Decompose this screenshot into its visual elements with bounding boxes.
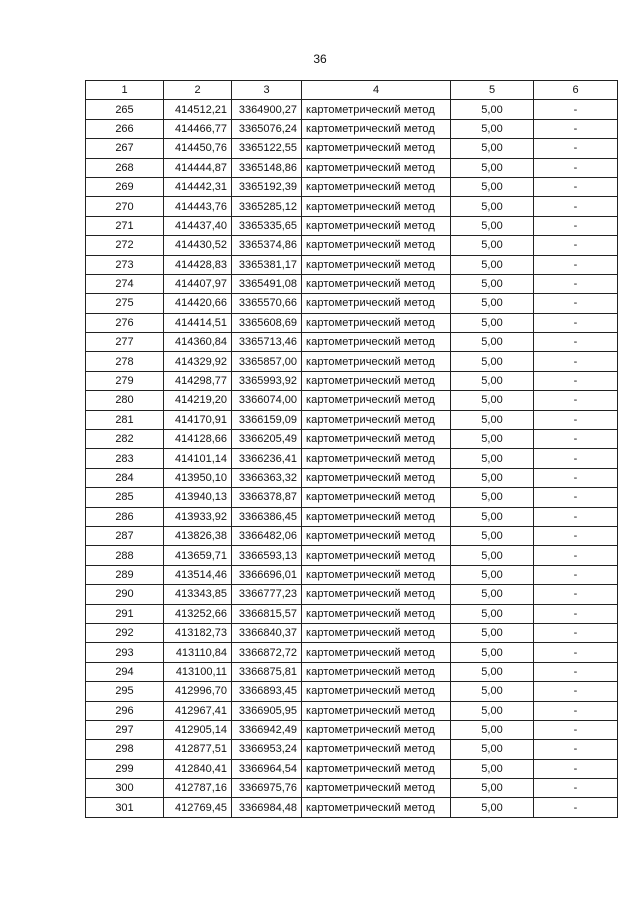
note-cell: -	[534, 119, 618, 138]
note-cell: -	[534, 449, 618, 468]
table-body	[86, 100, 618, 817]
point-number-cell: 292	[86, 623, 164, 642]
accuracy-cell: 5,00	[451, 352, 534, 371]
accuracy-cell: 5,00	[451, 468, 534, 487]
table-row	[86, 779, 618, 798]
y-coordinate-cell: 3366953,24	[232, 740, 302, 759]
table-row	[86, 430, 618, 449]
column-header-5: 5	[451, 81, 534, 100]
y-coordinate-cell: 3365381,17	[232, 255, 302, 274]
table-row	[86, 701, 618, 720]
x-coordinate-cell: 413100,11	[164, 662, 232, 681]
table-row	[86, 488, 618, 507]
y-coordinate-cell: 3365148,86	[232, 158, 302, 177]
method-cell: картометрический метод	[302, 119, 451, 138]
table-row	[86, 371, 618, 390]
y-coordinate-cell: 3365122,55	[232, 139, 302, 158]
column-header-3: 3	[232, 81, 302, 100]
y-coordinate-cell: 3366905,95	[232, 701, 302, 720]
y-coordinate-cell: 3366159,09	[232, 410, 302, 429]
accuracy-cell: 5,00	[451, 313, 534, 332]
y-coordinate-cell: 3366205,49	[232, 430, 302, 449]
accuracy-cell: 5,00	[451, 623, 534, 642]
method-cell: картометрический метод	[302, 662, 451, 681]
accuracy-cell: 5,00	[451, 759, 534, 778]
x-coordinate-cell: 414128,66	[164, 430, 232, 449]
table-row	[86, 546, 618, 565]
accuracy-cell: 5,00	[451, 526, 534, 545]
x-coordinate-cell: 414170,91	[164, 410, 232, 429]
page-number: 36	[313, 52, 327, 66]
method-cell: картометрический метод	[302, 682, 451, 701]
y-coordinate-cell: 3366872,72	[232, 643, 302, 662]
point-number-cell: 298	[86, 740, 164, 759]
note-cell: -	[534, 216, 618, 235]
method-cell: картометрический метод	[302, 720, 451, 739]
accuracy-cell: 5,00	[451, 100, 534, 119]
x-coordinate-cell: 414420,66	[164, 294, 232, 313]
method-cell: картометрический метод	[302, 371, 451, 390]
y-coordinate-cell: 3365491,08	[232, 274, 302, 293]
accuracy-cell: 5,00	[451, 682, 534, 701]
x-coordinate-cell: 412905,14	[164, 720, 232, 739]
column-header-2: 2	[164, 81, 232, 100]
point-number-cell: 288	[86, 546, 164, 565]
point-number-cell: 267	[86, 139, 164, 158]
y-coordinate-cell: 3365192,39	[232, 177, 302, 196]
point-number-cell: 273	[86, 255, 164, 274]
method-cell: картометрический метод	[302, 526, 451, 545]
method-cell: картометрический метод	[302, 139, 451, 158]
y-coordinate-cell: 3365285,12	[232, 197, 302, 216]
point-number-cell: 297	[86, 720, 164, 739]
table-row	[86, 507, 618, 526]
method-cell: картометрический метод	[302, 701, 451, 720]
column-header-4: 4	[302, 81, 451, 100]
point-number-cell: 266	[86, 119, 164, 138]
method-cell: картометрический метод	[302, 604, 451, 623]
x-coordinate-cell: 414437,40	[164, 216, 232, 235]
table-row	[86, 526, 618, 545]
header-row	[86, 81, 618, 100]
accuracy-cell: 5,00	[451, 449, 534, 468]
accuracy-cell: 5,00	[451, 643, 534, 662]
method-cell: картометрический метод	[302, 333, 451, 352]
note-cell: -	[534, 740, 618, 759]
x-coordinate-cell: 412840,41	[164, 759, 232, 778]
accuracy-cell: 5,00	[451, 119, 534, 138]
note-cell: -	[534, 236, 618, 255]
y-coordinate-cell: 3365374,86	[232, 236, 302, 255]
note-cell: -	[534, 430, 618, 449]
table-row	[86, 352, 618, 371]
x-coordinate-cell: 414414,51	[164, 313, 232, 332]
point-number-cell: 299	[86, 759, 164, 778]
table-row	[86, 100, 618, 119]
method-cell: картометрический метод	[302, 294, 451, 313]
note-cell: -	[534, 313, 618, 332]
y-coordinate-cell: 3366942,49	[232, 720, 302, 739]
note-cell: -	[534, 100, 618, 119]
accuracy-cell: 5,00	[451, 294, 534, 313]
table-row	[86, 119, 618, 138]
method-cell: картометрический метод	[302, 488, 451, 507]
x-coordinate-cell: 413826,38	[164, 526, 232, 545]
point-number-cell: 284	[86, 468, 164, 487]
x-coordinate-cell: 413950,10	[164, 468, 232, 487]
accuracy-cell: 5,00	[451, 255, 534, 274]
point-number-cell: 268	[86, 158, 164, 177]
point-number-cell: 289	[86, 565, 164, 584]
method-cell: картометрический метод	[302, 585, 451, 604]
accuracy-cell: 5,00	[451, 779, 534, 798]
accuracy-cell: 5,00	[451, 371, 534, 390]
x-coordinate-cell: 412769,45	[164, 798, 232, 817]
note-cell: -	[534, 391, 618, 410]
note-cell: -	[534, 526, 618, 545]
x-coordinate-cell: 413940,13	[164, 488, 232, 507]
point-number-cell: 275	[86, 294, 164, 313]
note-cell: -	[534, 333, 618, 352]
note-cell: -	[534, 371, 618, 390]
x-coordinate-cell: 413514,46	[164, 565, 232, 584]
x-coordinate-cell: 414360,84	[164, 333, 232, 352]
point-number-cell: 296	[86, 701, 164, 720]
y-coordinate-cell: 3365993,92	[232, 371, 302, 390]
coordinates-table	[85, 80, 618, 818]
table-row	[86, 139, 618, 158]
accuracy-cell: 5,00	[451, 216, 534, 235]
y-coordinate-cell: 3365713,46	[232, 333, 302, 352]
point-number-cell: 283	[86, 449, 164, 468]
x-coordinate-cell: 414442,31	[164, 177, 232, 196]
y-coordinate-cell: 3366875,81	[232, 662, 302, 681]
point-number-cell: 280	[86, 391, 164, 410]
note-cell: -	[534, 546, 618, 565]
point-number-cell: 301	[86, 798, 164, 817]
y-coordinate-cell: 3366386,45	[232, 507, 302, 526]
note-cell: -	[534, 274, 618, 293]
point-number-cell: 277	[86, 333, 164, 352]
note-cell: -	[534, 294, 618, 313]
x-coordinate-cell: 413110,84	[164, 643, 232, 662]
method-cell: картометрический метод	[302, 546, 451, 565]
point-number-cell: 291	[86, 604, 164, 623]
method-cell: картометрический метод	[302, 100, 451, 119]
note-cell: -	[534, 197, 618, 216]
method-cell: картометрический метод	[302, 507, 451, 526]
method-cell: картометрический метод	[302, 430, 451, 449]
y-coordinate-cell: 3365335,65	[232, 216, 302, 235]
point-number-cell: 287	[86, 526, 164, 545]
table-row	[86, 158, 618, 177]
accuracy-cell: 5,00	[451, 546, 534, 565]
accuracy-cell: 5,00	[451, 740, 534, 759]
x-coordinate-cell: 413659,71	[164, 546, 232, 565]
y-coordinate-cell: 3366964,54	[232, 759, 302, 778]
point-number-cell: 281	[86, 410, 164, 429]
y-coordinate-cell: 3366815,57	[232, 604, 302, 623]
method-cell: картометрический метод	[302, 274, 451, 293]
table-row	[86, 313, 618, 332]
accuracy-cell: 5,00	[451, 798, 534, 817]
y-coordinate-cell: 3365076,24	[232, 119, 302, 138]
point-number-cell: 274	[86, 274, 164, 293]
x-coordinate-cell: 412967,41	[164, 701, 232, 720]
point-number-cell: 265	[86, 100, 164, 119]
note-cell: -	[534, 565, 618, 584]
accuracy-cell: 5,00	[451, 701, 534, 720]
x-coordinate-cell: 414430,52	[164, 236, 232, 255]
method-cell: картометрический метод	[302, 623, 451, 642]
note-cell: -	[534, 158, 618, 177]
y-coordinate-cell: 3366696,01	[232, 565, 302, 584]
method-cell: картометрический метод	[302, 236, 451, 255]
accuracy-cell: 5,00	[451, 177, 534, 196]
y-coordinate-cell: 3366363,32	[232, 468, 302, 487]
method-cell: картометрический метод	[302, 313, 451, 332]
x-coordinate-cell: 414428,83	[164, 255, 232, 274]
method-cell: картометрический метод	[302, 410, 451, 429]
y-coordinate-cell: 3366984,48	[232, 798, 302, 817]
table-row	[86, 333, 618, 352]
accuracy-cell: 5,00	[451, 139, 534, 158]
note-cell: -	[534, 604, 618, 623]
note-cell: -	[534, 410, 618, 429]
y-coordinate-cell: 3366482,06	[232, 526, 302, 545]
accuracy-cell: 5,00	[451, 430, 534, 449]
note-cell: -	[534, 798, 618, 817]
point-number-cell: 290	[86, 585, 164, 604]
y-coordinate-cell: 3366236,41	[232, 449, 302, 468]
table-row	[86, 255, 618, 274]
note-cell: -	[534, 585, 618, 604]
x-coordinate-cell: 414101,14	[164, 449, 232, 468]
table-row	[86, 565, 618, 584]
table-row	[86, 662, 618, 681]
point-number-cell: 278	[86, 352, 164, 371]
point-number-cell: 300	[86, 779, 164, 798]
x-coordinate-cell: 414219,20	[164, 391, 232, 410]
x-coordinate-cell: 414512,21	[164, 100, 232, 119]
point-number-cell: 286	[86, 507, 164, 526]
y-coordinate-cell: 3366975,76	[232, 779, 302, 798]
method-cell: картометрический метод	[302, 216, 451, 235]
point-number-cell: 279	[86, 371, 164, 390]
y-coordinate-cell: 3366593,13	[232, 546, 302, 565]
method-cell: картометрический метод	[302, 449, 451, 468]
note-cell: -	[534, 720, 618, 739]
point-number-cell: 269	[86, 177, 164, 196]
table-row	[86, 604, 618, 623]
accuracy-cell: 5,00	[451, 391, 534, 410]
accuracy-cell: 5,00	[451, 604, 534, 623]
table-row	[86, 682, 618, 701]
column-header-1: 1	[86, 81, 164, 100]
note-cell: -	[534, 255, 618, 274]
point-number-cell: 294	[86, 662, 164, 681]
note-cell: -	[534, 759, 618, 778]
method-cell: картометрический метод	[302, 352, 451, 371]
table-row	[86, 294, 618, 313]
table-row	[86, 720, 618, 739]
table-row	[86, 177, 618, 196]
note-cell: -	[534, 779, 618, 798]
accuracy-cell: 5,00	[451, 488, 534, 507]
method-cell: картометрический метод	[302, 779, 451, 798]
table-row	[86, 759, 618, 778]
accuracy-cell: 5,00	[451, 410, 534, 429]
note-cell: -	[534, 507, 618, 526]
point-number-cell: 276	[86, 313, 164, 332]
method-cell: картометрический метод	[302, 740, 451, 759]
method-cell: картометрический метод	[302, 643, 451, 662]
point-number-cell: 272	[86, 236, 164, 255]
table-row	[86, 391, 618, 410]
x-coordinate-cell: 413343,85	[164, 585, 232, 604]
y-coordinate-cell: 3366840,37	[232, 623, 302, 642]
note-cell: -	[534, 643, 618, 662]
table-row	[86, 236, 618, 255]
table-row	[86, 585, 618, 604]
note-cell: -	[534, 352, 618, 371]
y-coordinate-cell: 3365570,66	[232, 294, 302, 313]
method-cell: картометрический метод	[302, 798, 451, 817]
note-cell: -	[534, 488, 618, 507]
method-cell: картометрический метод	[302, 197, 451, 216]
y-coordinate-cell: 3366777,23	[232, 585, 302, 604]
note-cell: -	[534, 468, 618, 487]
note-cell: -	[534, 177, 618, 196]
table-header	[86, 81, 618, 100]
x-coordinate-cell: 412996,70	[164, 682, 232, 701]
accuracy-cell: 5,00	[451, 333, 534, 352]
y-coordinate-cell: 3366378,87	[232, 488, 302, 507]
accuracy-cell: 5,00	[451, 197, 534, 216]
x-coordinate-cell: 414329,92	[164, 352, 232, 371]
accuracy-cell: 5,00	[451, 274, 534, 293]
table-row	[86, 410, 618, 429]
y-coordinate-cell: 3366893,45	[232, 682, 302, 701]
table-row	[86, 216, 618, 235]
point-number-cell: 295	[86, 682, 164, 701]
accuracy-cell: 5,00	[451, 236, 534, 255]
method-cell: картометрический метод	[302, 391, 451, 410]
note-cell: -	[534, 662, 618, 681]
y-coordinate-cell: 3365608,69	[232, 313, 302, 332]
accuracy-cell: 5,00	[451, 720, 534, 739]
x-coordinate-cell: 414450,76	[164, 139, 232, 158]
point-number-cell: 271	[86, 216, 164, 235]
point-number-cell: 285	[86, 488, 164, 507]
x-coordinate-cell: 412877,51	[164, 740, 232, 759]
column-header-6: 6	[534, 81, 618, 100]
accuracy-cell: 5,00	[451, 565, 534, 584]
note-cell: -	[534, 682, 618, 701]
accuracy-cell: 5,00	[451, 507, 534, 526]
method-cell: картометрический метод	[302, 177, 451, 196]
y-coordinate-cell: 3365857,00	[232, 352, 302, 371]
note-cell: -	[534, 139, 618, 158]
point-number-cell: 293	[86, 643, 164, 662]
table-row	[86, 623, 618, 642]
method-cell: картометрический метод	[302, 565, 451, 584]
method-cell: картометрический метод	[302, 158, 451, 177]
accuracy-cell: 5,00	[451, 585, 534, 604]
accuracy-cell: 5,00	[451, 662, 534, 681]
table-row	[86, 468, 618, 487]
method-cell: картометрический метод	[302, 468, 451, 487]
x-coordinate-cell: 413252,66	[164, 604, 232, 623]
method-cell: картометрический метод	[302, 759, 451, 778]
y-coordinate-cell: 3364900,27	[232, 100, 302, 119]
table-row	[86, 643, 618, 662]
table-row	[86, 274, 618, 293]
x-coordinate-cell: 413933,92	[164, 507, 232, 526]
note-cell: -	[534, 701, 618, 720]
x-coordinate-cell: 414466,77	[164, 119, 232, 138]
point-number-cell: 270	[86, 197, 164, 216]
table-row	[86, 449, 618, 468]
table-row	[86, 740, 618, 759]
x-coordinate-cell: 414298,77	[164, 371, 232, 390]
method-cell: картометрический метод	[302, 255, 451, 274]
y-coordinate-cell: 3366074,00	[232, 391, 302, 410]
table-row	[86, 798, 618, 817]
x-coordinate-cell: 412787,16	[164, 779, 232, 798]
x-coordinate-cell: 414443,76	[164, 197, 232, 216]
note-cell: -	[534, 623, 618, 642]
x-coordinate-cell: 414407,97	[164, 274, 232, 293]
point-number-cell: 282	[86, 430, 164, 449]
table-row	[86, 197, 618, 216]
accuracy-cell: 5,00	[451, 158, 534, 177]
x-coordinate-cell: 414444,87	[164, 158, 232, 177]
x-coordinate-cell: 413182,73	[164, 623, 232, 642]
